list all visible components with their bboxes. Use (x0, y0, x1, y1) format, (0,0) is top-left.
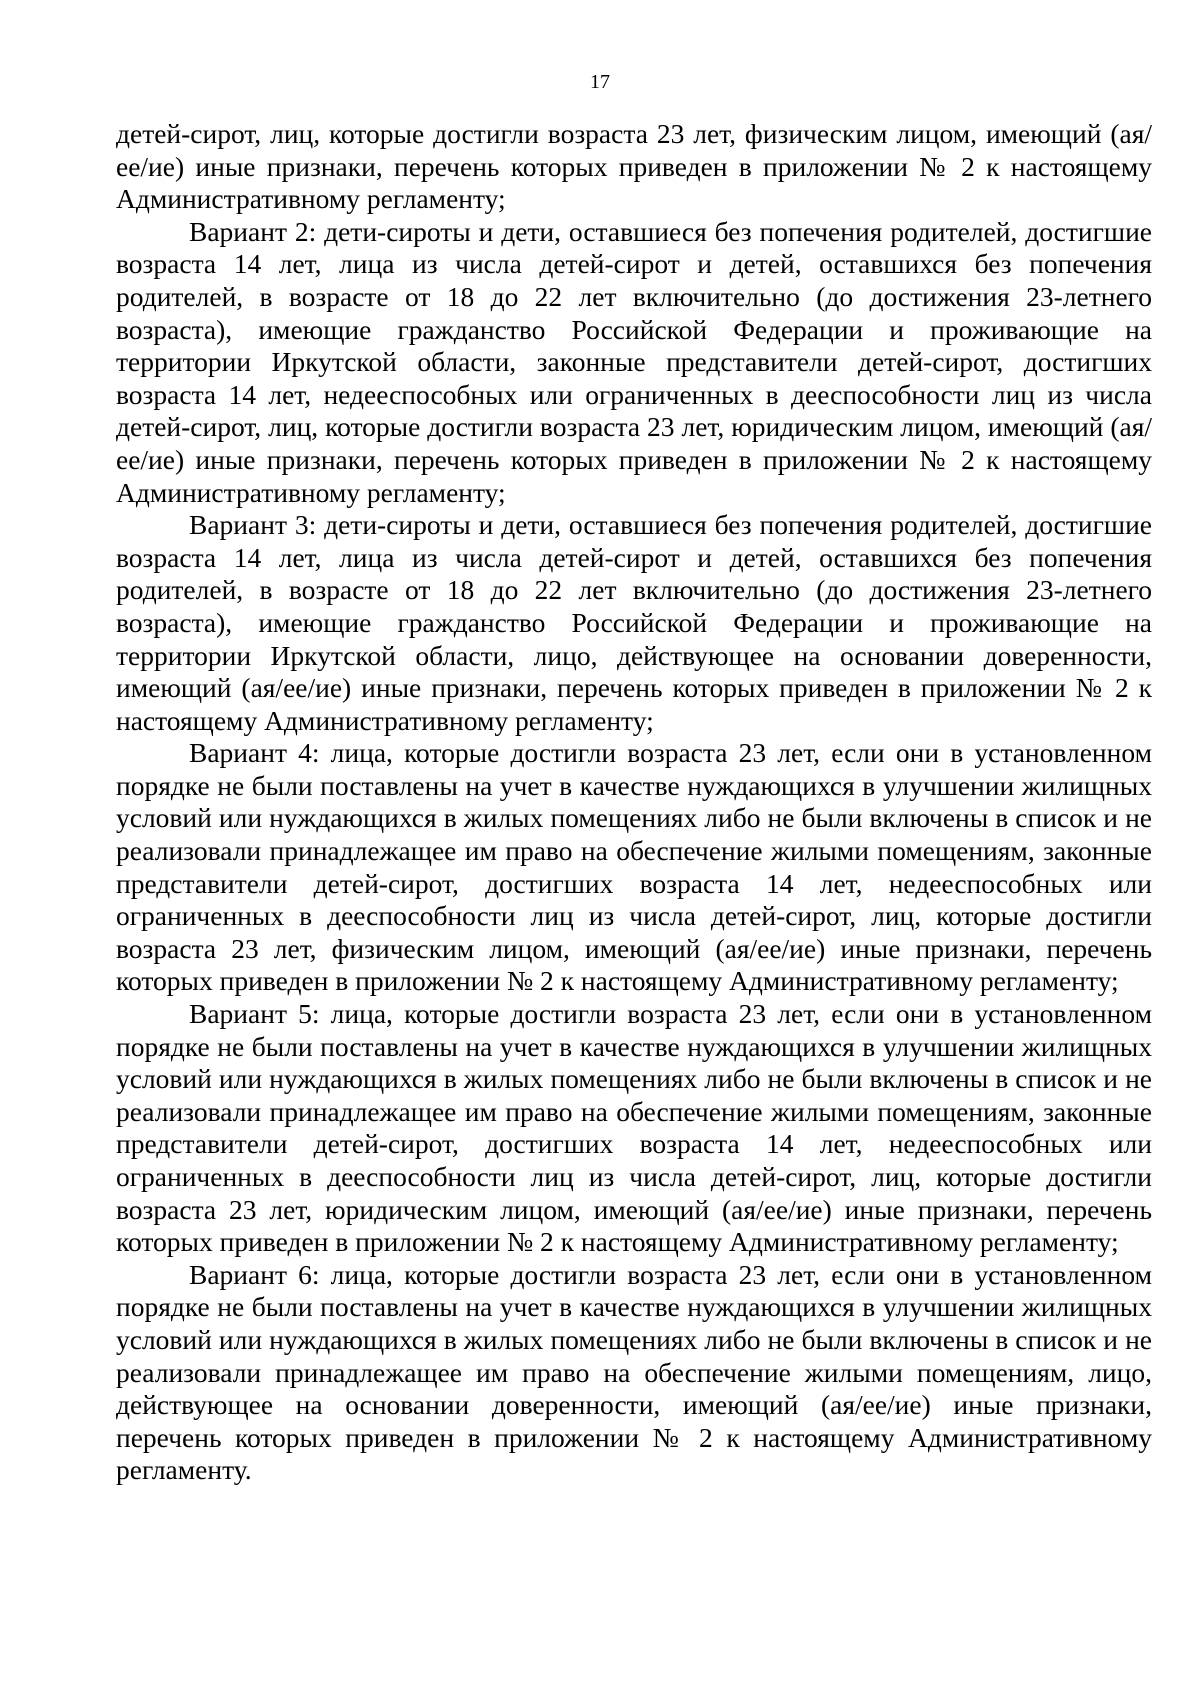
paragraph-variant-2: Вариант 2: дети-сироты и дети, оставшиеся без попечения родителей, достигшие возраста 14 лет, лица из числа детей-сирот и детей, оставшихся без попечения родителей, в возрасте от 18 до 22 лет включительно (до достижения 23-летнего возраста), имеющие гражданство Российской Федерации и проживающие на территории Иркутской области, законные представители детей-сирот, достигших возраста 14 лет, недееспособных или ограниченных в дееспособности лиц из числа детей-сирот, лиц, которые достигли возраста 23 лет, юридическим лицом, имеющий (ая/ее/ие) иные признаки, перечень которых приведен в приложении № 2 к настоящему Административному регламенту; (116, 215, 1152, 508)
document-body (116, 118, 1152, 1487)
page-number: 17 (590, 71, 610, 93)
paragraph-variant-3: Вариант 3: дети-сироты и дети, оставшиеся без попечения родителей, достигшие возраста 14 лет, лица из числа детей-сирот и детей, оставшихся без попечения родителей, в возрасте от 18 до 22 лет включительно (до достижения 23-летнего возраста), имеющие гражданство Российской Федерации и проживающие на территории Иркутской области, лицо, действующее на основании доверенности, имеющий (ая/ее/ие) иные признаки, перечень которых приведен в приложении № 2 к настоящему Административному регламенту; (116, 509, 1152, 736)
paragraph-variant-5: Вариант 5: лица, которые достигли возраста 23 лет, если они в установленном порядке не были поставлены на учет в качестве нуждающихся в улучшении жилищных условий или нуждающихся в жилых помещениях либо не были включены в список и не реализовали принадлежащее им право на обеспечение жилыми помещениям, законные представители детей-сирот, достигших возраста 14 лет, недееспособных или ограниченных в дееспособности лиц из числа детей-сирот, лиц, которые достигли возраста 23 лет, юридическим лицом, имеющий (ая/ее/ие) иные признаки, перечень которых приведен в приложении № 2 к настоящему Административному регламенту; (116, 998, 1152, 1258)
paragraph-continuation: детей-сирот, лиц, которые достигли возраста 23 лет, физическим лицом, имеющий (ая/ее/ие) иные признаки, перечень которых приведен в приложении № 2 к настоящему Административному регламенту; (116, 118, 1152, 215)
paragraph-variant-4: Вариант 4: лица, которые достигли возраста 23 лет, если они в установленном порядке не были поставлены на учет в качестве нуждающихся в улучшении жилищных условий или нуждающихся в жилых помещениях либо не были включены в список и не реализовали принадлежащее им право на обеспечение жилыми помещениям, законные представители детей-сирот, достигших возраста 14 лет, недееспособных или ограниченных в дееспособности лиц из числа детей-сирот, лиц, которые достигли возраста 23 лет, физическим лицом, имеющий (ая/ее/ие) иные признаки, перечень которых приведен в приложении № 2 к настоящему Административному регламенту; (116, 737, 1152, 997)
paragraph-variant-6: Вариант 6: лица, которые достигли возраста 23 лет, если они в установленном порядке не были поставлены на учет в качестве нуждающихся в улучшении жилищных условий или нуждающихся в жилых помещениях либо не были включены в список и не реализовали принадлежащее им право на обеспечение жилыми помещениям, лицо, действующее на основании доверенности, имеющий (ая/ее/ие) иные признаки, перечень которых приведен в приложении № 2 к настоящему Административному регламенту. (116, 1258, 1152, 1486)
